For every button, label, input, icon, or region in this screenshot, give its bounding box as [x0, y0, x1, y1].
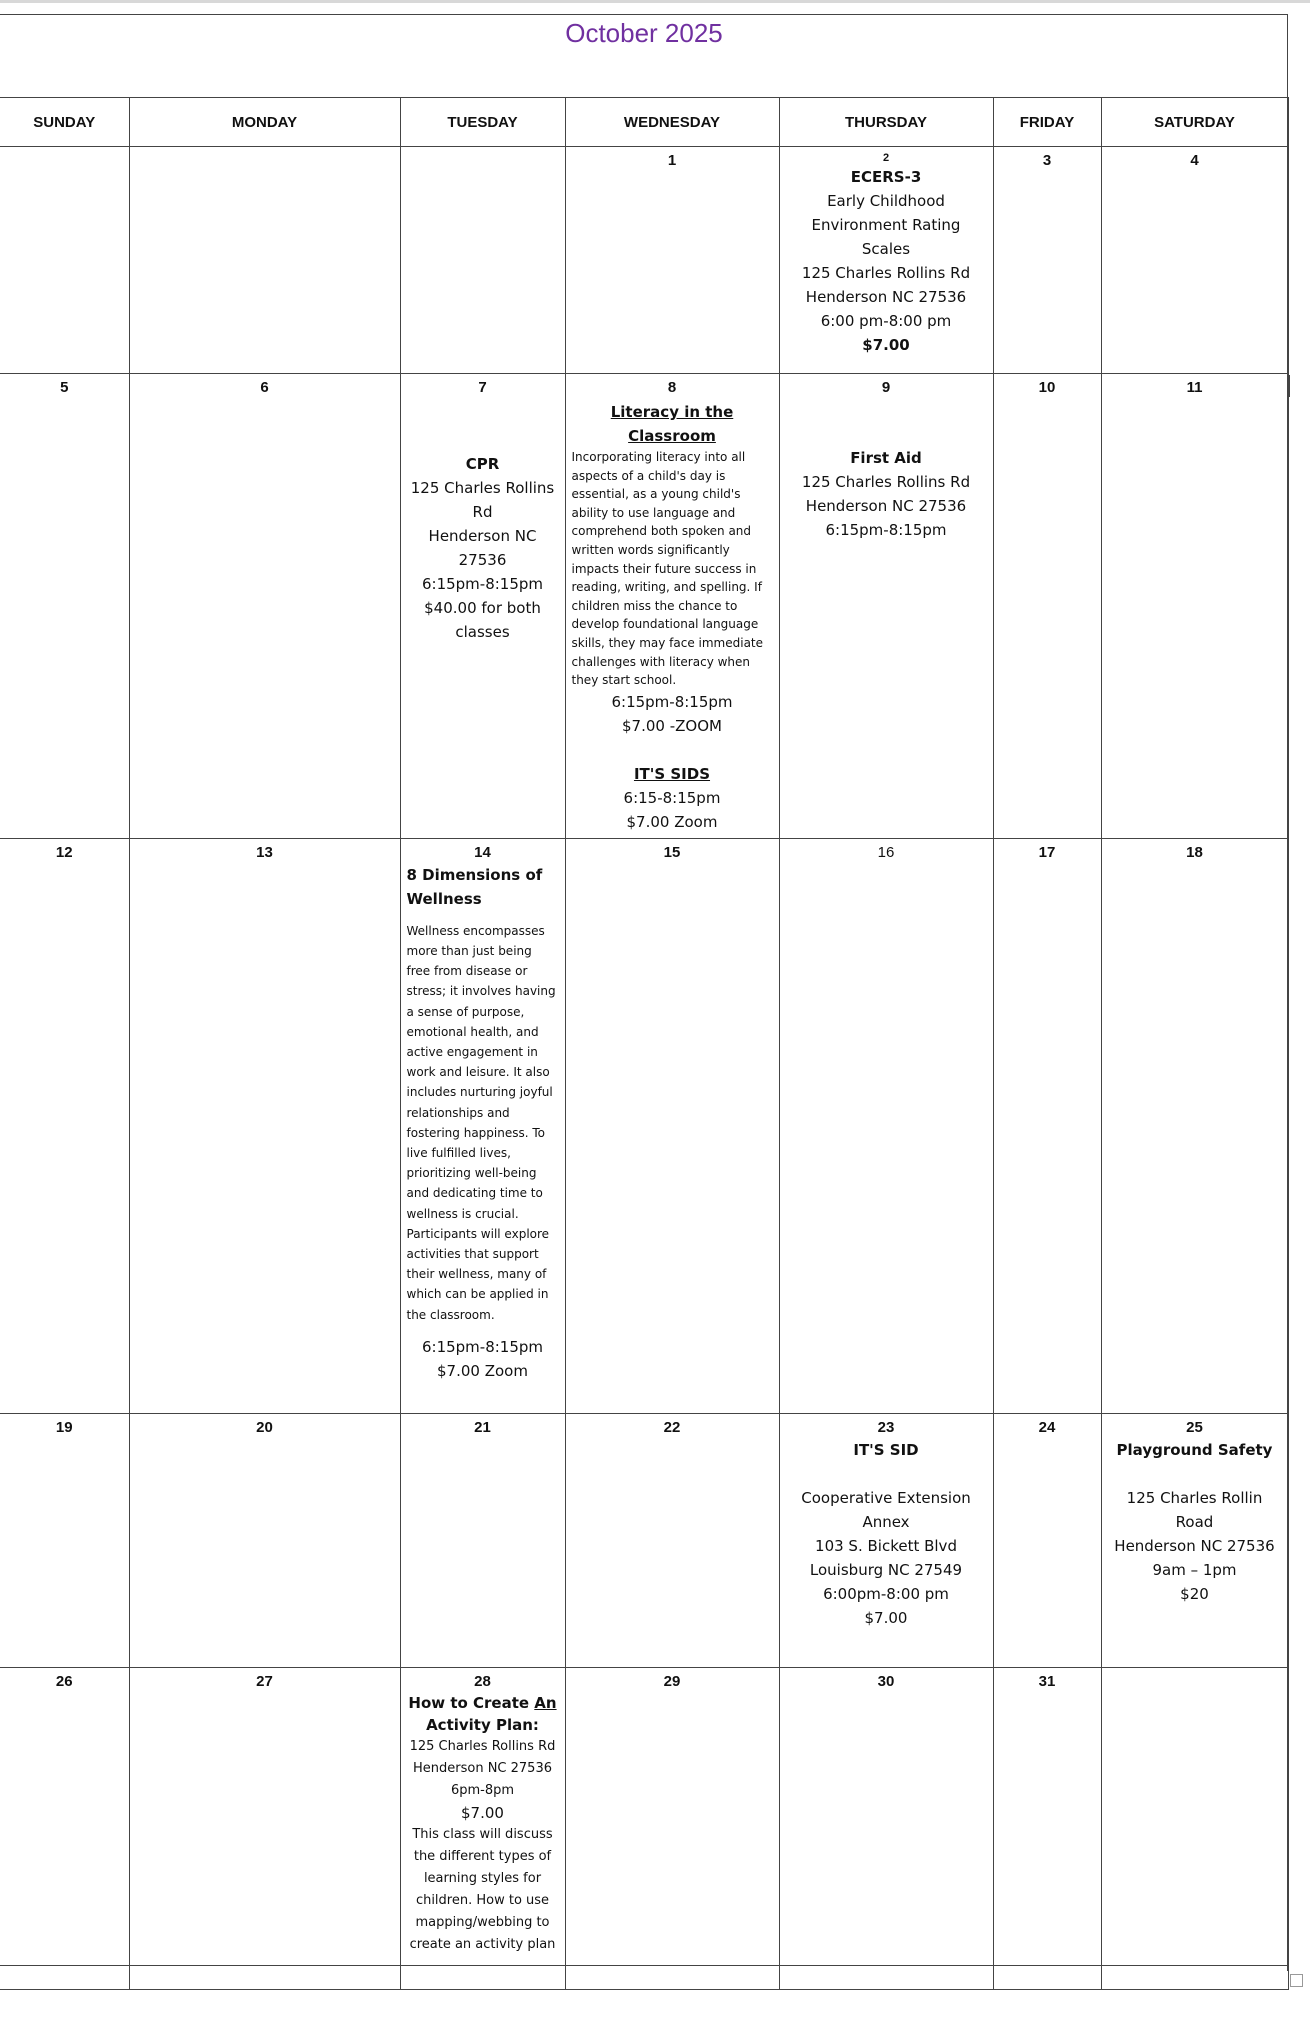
event-time: 6:15pm-8:15pm [421, 1337, 544, 1356]
event-time: 6:00pm-8:00 pm [823, 1584, 949, 1603]
day-cell-21 [400, 1413, 565, 1667]
event-line: Cooperative Extension Annex [801, 1488, 971, 1531]
day-cell-6 [129, 374, 400, 839]
day-cell-28 [400, 1667, 565, 1965]
event-title: CPR [465, 455, 500, 473]
day-number: 19 [55, 1418, 73, 1436]
day-number: 22 [663, 1418, 681, 1436]
day-cell-13 [129, 838, 400, 1413]
day-cell-3 [993, 147, 1101, 374]
day-cell-11 [1101, 374, 1288, 839]
event-playground-safety [1108, 1438, 1282, 1606]
event-city: Henderson NC 27536 [805, 288, 967, 306]
day-cell-17 [993, 838, 1101, 1413]
event-title: IT'S SIDS [633, 764, 711, 783]
day-number: 8 [667, 379, 677, 396]
event-wellness [407, 863, 559, 1383]
day-cell-empty [129, 147, 400, 374]
day-cell-12 [0, 838, 129, 1413]
empty-cell [129, 1965, 400, 1989]
resize-handle-icon[interactable] [1290, 1974, 1303, 1987]
day-cell-18 [1101, 838, 1288, 1413]
day-cell-empty [1101, 1667, 1288, 1965]
empty-cell [779, 1965, 993, 1989]
event-time: 6pm-8pm [450, 1782, 515, 1798]
day-cell-30 [779, 1667, 993, 1965]
empty-cell [565, 1965, 779, 1989]
event-description: This class will discuss the different types of learning styles for children. How to use mapping/webbing to create an activity plan [409, 1826, 556, 1952]
day-cell-2 [779, 147, 993, 374]
day-cell-24 [993, 1413, 1101, 1667]
empty-cell [1101, 1965, 1288, 1989]
day-number: 20 [256, 1418, 273, 1436]
day-cell-27 [129, 1667, 400, 1965]
day-cell-23 [779, 1413, 993, 1667]
day-cell-10 [993, 374, 1101, 839]
event-price: $7.00 Zoom [626, 812, 718, 831]
day-cell-31 [993, 1667, 1101, 1965]
event-title: Literacy in the Classroom [610, 403, 734, 445]
event-sids [572, 762, 773, 834]
day-cell-empty [0, 147, 129, 374]
day-number: 6 [260, 379, 269, 396]
day-number: 5 [60, 379, 69, 396]
day-number: 30 [877, 1672, 895, 1690]
event-price: $7.00 -ZOOM [622, 716, 722, 735]
day-cell-25 [1101, 1413, 1288, 1667]
day-number: 4 [1190, 152, 1199, 169]
weekday-wednesday: WEDNESDAY [565, 98, 779, 147]
event-price: $7.00 [862, 336, 910, 354]
event-first-aid [786, 446, 987, 542]
event-ecers [786, 165, 987, 357]
event-time: 6:15-8:15pm [623, 788, 721, 807]
event-price: $20 [1180, 1584, 1209, 1603]
calendar-grid [0, 97, 1289, 1990]
day-number: 15 [663, 843, 681, 861]
weekday-monday: MONDAY [129, 98, 400, 147]
day-number: 27 [256, 1672, 273, 1690]
week-row-3 [0, 838, 1288, 1413]
day-number: 11 [1186, 379, 1203, 396]
day-number: 21 [474, 1418, 491, 1436]
week-row-4 [0, 1413, 1288, 1667]
event-address: 103 S. Bickett Blvd [815, 1536, 957, 1555]
day-cell-5 [0, 374, 129, 839]
week-row-trailing [0, 1965, 1288, 1989]
day-cell-22 [565, 1413, 779, 1667]
day-number: 7 [478, 379, 487, 396]
day-cell-19 [0, 1413, 129, 1667]
day-cell-7 [400, 374, 565, 839]
event-address: 125 Charles Rollins Rd [801, 264, 971, 282]
day-number: 31 [1038, 1672, 1056, 1690]
day-number: 10 [1038, 379, 1056, 396]
event-price: $7.00 [864, 1608, 908, 1627]
weekday-friday: FRIDAY [993, 98, 1101, 147]
event-title-rest: Activity Plan: [426, 1715, 539, 1734]
weekday-thursday: THURSDAY [779, 98, 993, 147]
event-title-underlined: An [534, 1693, 557, 1712]
day-cell-empty [400, 147, 565, 374]
day-number: 23 [877, 1418, 895, 1436]
day-number: 16 [877, 843, 895, 861]
event-title: How to Create [408, 1693, 535, 1712]
calendar-title: October 2025 [565, 18, 723, 48]
event-line: Environment Rating Scales [811, 216, 961, 258]
event-city: Henderson NC 27536 [428, 527, 537, 569]
weekday-tuesday: TUESDAY [400, 98, 565, 147]
weekday-sunday: SUNDAY [0, 98, 129, 147]
day-number: 24 [1038, 1418, 1056, 1436]
day-cell-9 [779, 374, 993, 839]
day-cell-15 [565, 838, 779, 1413]
event-address: 125 Charles Rollin Road [1126, 1488, 1263, 1531]
event-city: Henderson NC 27536 [805, 497, 967, 515]
day-number: 13 [256, 843, 273, 861]
event-title: IT'S SID [853, 1440, 919, 1459]
event-activity-plan [407, 1692, 559, 1956]
top-border [0, 0, 1310, 3]
day-cell-8 [565, 374, 779, 839]
day-number: 28 [474, 1672, 491, 1690]
event-time: 9am – 1pm [1152, 1560, 1237, 1579]
event-title: 8 Dimensions of Wellness [406, 865, 543, 908]
event-line: Early Childhood [827, 192, 945, 210]
empty-cell [993, 1965, 1101, 1989]
event-address: 125 Charles Rollins Rd [410, 479, 555, 521]
day-number: 14 [474, 843, 491, 861]
event-description: Incorporating literacy into all aspects of a child's day is essential, as a young child's ability to use language and comprehend both spoken and written words significantly impacts their future success in reading, writing, and spelling. If children miss the chance to develop foundational language skills, they may face immediate challenges with literacy when they start school. [571, 450, 764, 688]
day-number: 26 [55, 1672, 73, 1690]
week-row-2 [0, 374, 1288, 839]
day-number: 29 [663, 1672, 681, 1690]
event-time: 6:15pm-8:15pm [825, 521, 947, 539]
day-number: 17 [1038, 843, 1056, 861]
day-number: 1 [667, 152, 677, 169]
weekday-header-row [0, 98, 1288, 147]
event-literacy [572, 400, 773, 738]
event-its-sid [786, 1438, 987, 1630]
day-cell-16 [779, 838, 993, 1413]
day-cell-14 [400, 838, 565, 1413]
day-cell-20 [129, 1413, 400, 1667]
event-address: 125 Charles Rollins Rd [409, 1738, 556, 1754]
weekday-saturday: SATURDAY [1101, 98, 1288, 147]
day-number: 12 [55, 843, 73, 861]
event-cpr [407, 452, 559, 644]
event-city: Henderson NC 27536 [1114, 1536, 1275, 1555]
event-address: 125 Charles Rollins Rd [801, 473, 971, 491]
day-cell-4 [1101, 147, 1288, 374]
event-title: First Aid [850, 449, 922, 467]
day-cell-26 [0, 1667, 129, 1965]
day-cell-1 [565, 147, 779, 374]
day-number: 18 [1186, 843, 1203, 861]
event-title: Playground Safety [1116, 1440, 1273, 1459]
event-price: $7.00 Zoom [437, 1361, 528, 1380]
event-time: 6:15pm-8:15pm [611, 692, 733, 711]
week-row-5 [0, 1667, 1288, 1965]
event-price: $40.00 for both classes [424, 599, 541, 641]
event-city: Henderson NC 27536 [413, 1760, 552, 1776]
day-number: 3 [1042, 152, 1052, 169]
event-title: ECERS-3 [850, 168, 922, 186]
event-time: 6:15pm-8:15pm [421, 575, 544, 593]
day-number: 2 [882, 152, 890, 164]
event-price: $7.00 [461, 1803, 504, 1822]
week-row-1 [0, 147, 1288, 374]
event-description: Wellness encompasses more than just being free from disease or stress; it involves having a sense of purpose, emotional health, and active engagement in work and leisure. It also includes nurturing joyful relationships and fostering happiness. To live fulfilled lives, prioritizing well-being and dedicating time to wellness is crucial. Participants will explore activities that support their wellness, many of which can be applied in the classroom. [406, 923, 556, 1322]
empty-cell [0, 1965, 129, 1989]
event-time: 6:00 pm-8:00 pm [820, 312, 952, 330]
event-city: Louisburg NC 27549 [809, 1560, 963, 1579]
day-number: 9 [881, 379, 891, 396]
empty-cell [400, 1965, 565, 1989]
day-number: 25 [1186, 1418, 1203, 1436]
day-cell-29 [565, 1667, 779, 1965]
